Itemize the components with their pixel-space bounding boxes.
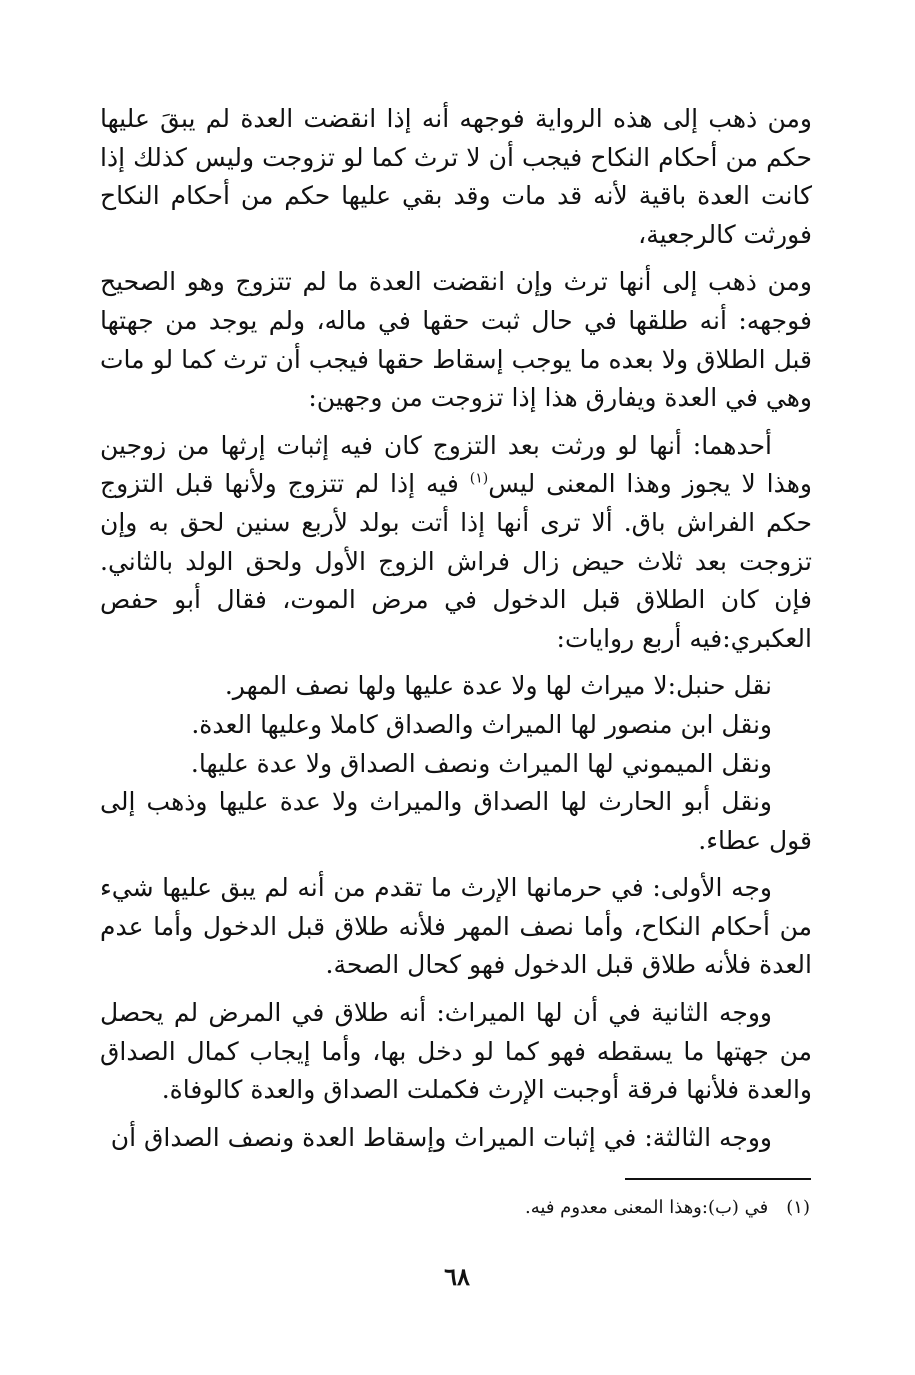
footnote — [400, 1195, 810, 1221]
paragraph-2: ومن ذهب إلى أنها ترث وإن انقضت العدة ما لم تتزوج وهو الصحيح فوجهه: أنه طلقها في حال ثبت حقها في ماله، ولم يوجد من جهتها قبل الطلاق ولا بعده ما يوجب إسقاط حقها فيجب أن ترث كما لو مات وهي في العدة ويفارق هذا إذا تزوجت من وجهين: — [100, 267, 812, 413]
footnote-reference[interactable]: (١) — [469, 471, 489, 488]
paragraph-3-end: فيه إذا لم تتزوج ولأنها قبل التزوج حكم الفراش باق. ألا ترى أنها إذا أتت بولد لأربع سنين لحق به وإن تزوجت بعد ثلاث حيض زال فراش الزوج الأول ولحق الولد بالثاني. فإن كان الطلاق قبل الدخول في مرض الموت، فقال أبو حفص العكبري:فيه أربع روايات: — [100, 469, 812, 653]
footnote-text: في (ب):وهذا المعنى معدوم فيه. — [525, 1197, 769, 1218]
narration-line-2: ونقل ابن منصور لها الميراث والصداق كاملا وعليها العدة. — [191, 709, 772, 739]
narration-line-3: ونقل الميموني لها الميراث ونصف الصداق ولا عدة عليها. — [190, 748, 772, 778]
main-text — [100, 100, 812, 1166]
paragraph-third-view: ووجه الثالثة: في إثبات الميراث وإسقاط العدة ونصف الصداق أن — [110, 1122, 772, 1152]
page-number: ٦٨ — [444, 1262, 470, 1291]
footnote-number: (١) — [786, 1197, 810, 1218]
paragraph-3-start: أحدهما: أنها لو ورثت بعد التزوج كان فيه إثبات إرثها من زوجين وهذا لا يجوز وهذا المعنى ليس — [100, 430, 813, 499]
paragraph-3 — [100, 427, 812, 659]
paragraph-first-view: وجه الأولى: في حرمانها الإرث ما تقدم من أنه لم يبق عليها شيء من أحكام النكاح، وأما نصف المهر فلأنه طلاق قبل الدخول وأما عدم العدة فلأنه طلاق قبل الدخول فهو كحال الصحة. — [100, 873, 812, 980]
narration-line-1: نقل حنبل:لا ميراث لها ولا عدة عليها ولها نصف المهر. — [224, 671, 772, 701]
paragraph-second-view: ووجه الثانية في أن لها الميراث: أنه طلاق في المرض لم يحصل من جهتها ما يسقطه فهو كما لو دخل بها، وأما إيجاب كمال الصداق والعدة فلأنها فرقة أوجبت الإرث فكملت الصداق والعدة كالوفاة. — [100, 998, 812, 1105]
narration-line-4: ونقل أبو الحارث لها الصداق والميراث ولا عدة عليها وذهب إلى قول عطاء. — [100, 787, 812, 855]
paragraph-1: ومن ذهب إلى هذه الرواية فوجهه أنه إذا انقضت العدة لم يبقَ عليها حكم من أحكام النكاح فيجب أن لا ترث كما لو تزوجت وليس كذلك إذا كانت العدة باقية لأنه قد مات وقد بقي عليها حكم من أحكام النكاح فورثت كالرجعية، — [100, 104, 812, 249]
footnote-divider — [625, 1178, 811, 1180]
